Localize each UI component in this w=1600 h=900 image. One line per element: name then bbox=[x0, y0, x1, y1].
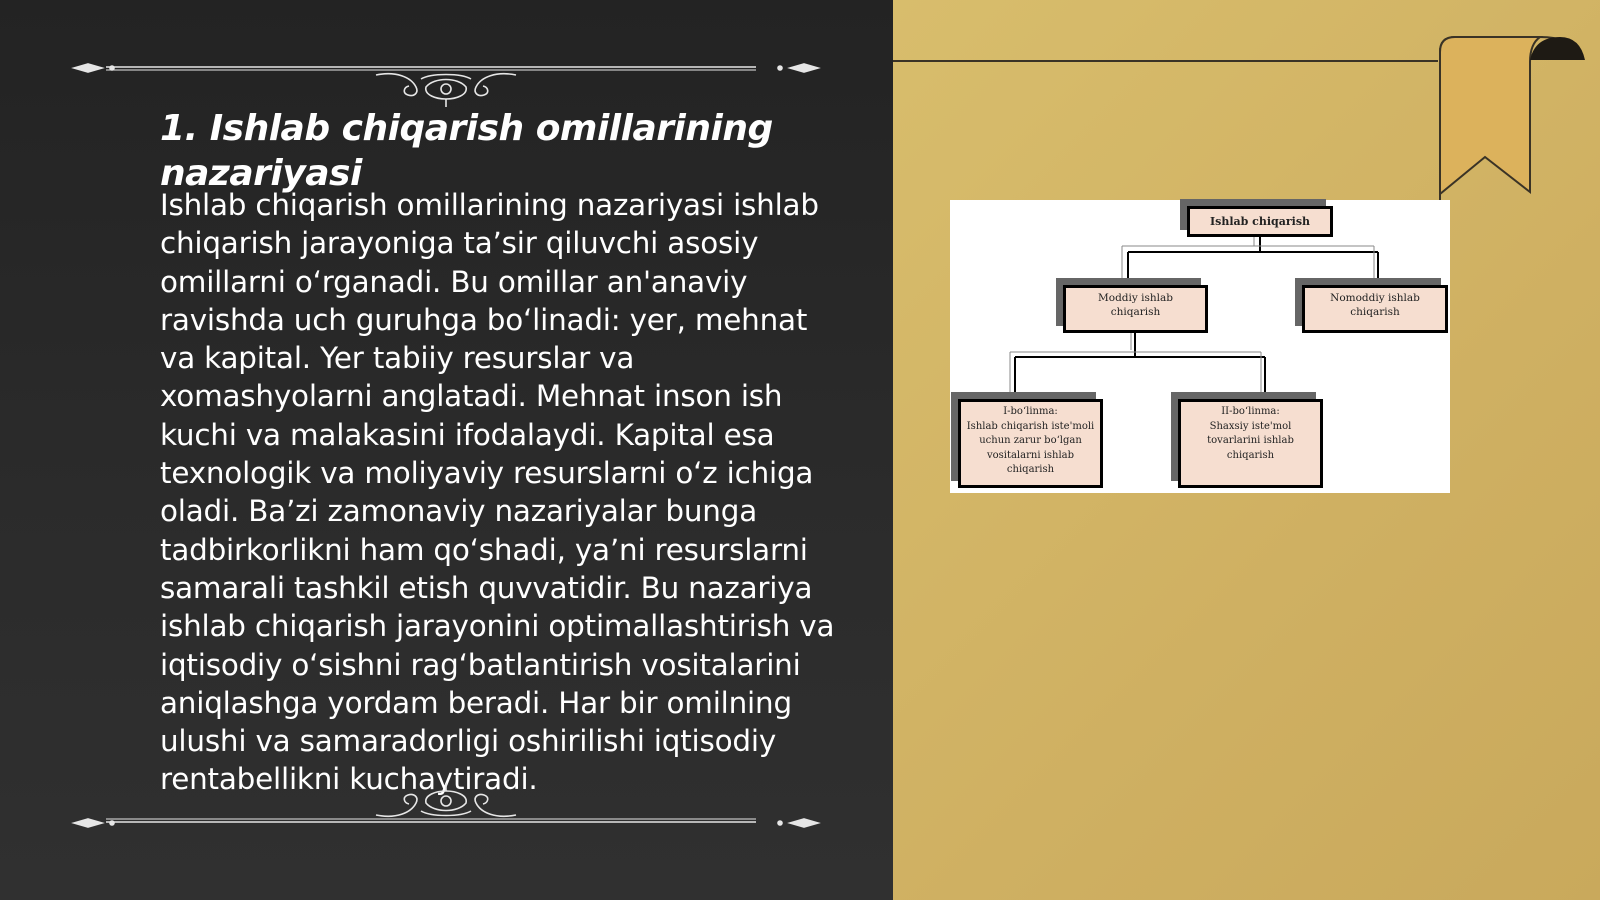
slide-title: 1. Ishlab chiqarish omillarining nazariyasi bbox=[160, 108, 773, 194]
diagram-node-nonmaterial-production bbox=[1302, 285, 1448, 333]
diagram-node-label: Ishlab chiqarish bbox=[1209, 215, 1311, 228]
diagram-node-label: chiqarish bbox=[1006, 464, 1055, 475]
diagram-node-label: Moddiy ishlab bbox=[1098, 292, 1173, 304]
diagram-node-division-one bbox=[958, 399, 1103, 488]
diagram-node-label: Ishlab chiqarish iste'moli bbox=[966, 420, 1095, 432]
diagram-node-material-production bbox=[1063, 285, 1208, 333]
diagram-node-production bbox=[1187, 206, 1333, 237]
diagram-node-label: chiqarish bbox=[1350, 306, 1400, 318]
diagram-node-label: I-bo‘linma: bbox=[1003, 406, 1058, 417]
bookmark-ribbon-icon bbox=[1430, 32, 1590, 202]
diagram-node-label: II-bo‘linma: bbox=[1221, 406, 1280, 417]
slide-body-text: Ishlab chiqarish omillarining nazariyasi ishlab chiqarish jarayoniga ta’sir qiluvchi asosiy omillarni o‘rganadi. Bu omillar an'anaviy ravishda uch guruhga bo‘linadi: yer, mehnat va kapital. Yer tabiiy resurslar va xomashyolarni anglatadi. Mehnat inson ish kuchi va malakasini ifodalaydi. Kapital esa texnologik va moliyaviy resurslarni o‘z ichiga oladi. Ba’zi zamonaviy nazariyalar bunga tadbirkorlikni ham qo‘shadi, ya’ni resurslarni samarali tashkil etish quvvatidir. Bu nazariya ishlab chiqarish jarayonini optimallashtirish va iqtisodiy o‘sishni rag‘batlantirish vositalarini aniqlashga yordam beradi. Har bir omilning ulushi va samaradorligi oshirilishi iqtisodiy rentabellikni kuchaytiradi. bbox=[160, 188, 835, 797]
diagram-node-label: vositalarni ishlab bbox=[986, 449, 1075, 461]
diagram-node-label: chiqarish bbox=[1226, 449, 1275, 461]
diagram-node-label: chiqarish bbox=[1110, 306, 1161, 318]
diagram-node-label: Shaxsiy iste'mol bbox=[1209, 420, 1292, 432]
diagram-node-label: Nomoddiy ishlab bbox=[1330, 292, 1420, 304]
production-structure-diagram bbox=[950, 200, 1450, 493]
diagram-node-label: tovarlarini ishlab bbox=[1207, 435, 1294, 446]
header-rule-line bbox=[893, 60, 1438, 62]
bottom-ornament-divider bbox=[66, 775, 826, 835]
diagram-node-label: uchun zarur bo‘lgan bbox=[979, 435, 1082, 446]
diagram-node-division-two bbox=[1178, 399, 1323, 488]
